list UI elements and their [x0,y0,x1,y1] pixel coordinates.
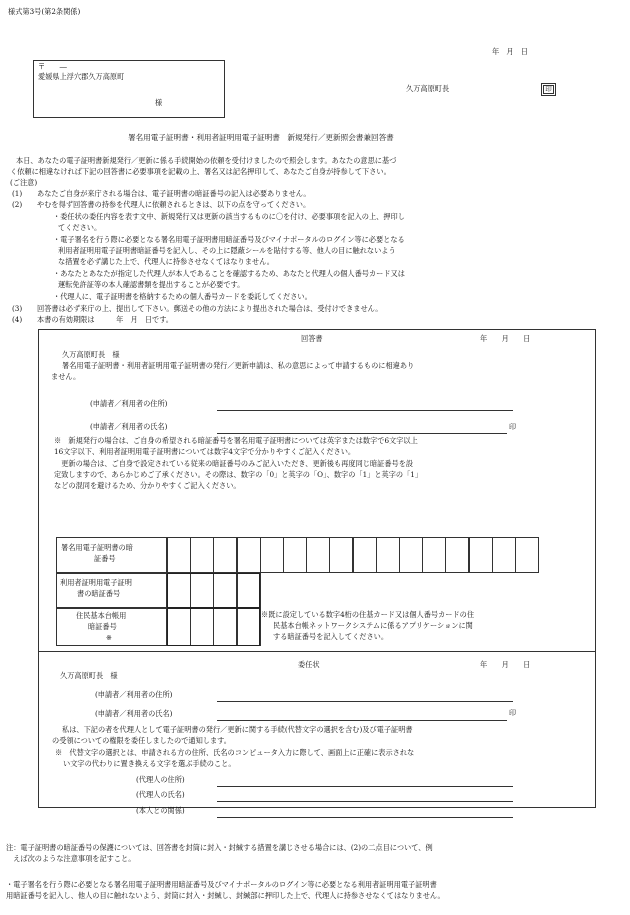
agent-name-label: (代理人の氏名) [136,790,185,799]
note-1-text: あなたご自身が来庁される場合は、電子証明書の暗証番号の記入は必要ありません。 [37,189,311,198]
pin-note-2: 16文字以下、利用者証明用電子証明書については数字4文字で分かりやすくご記入ください。 [54,447,356,456]
row2-label-a: 利用者証明用電子証明 [60,578,132,587]
note-2-number: (2) [12,200,23,209]
row1-digit-box[interactable] [283,537,307,573]
applicant-name-line[interactable] [217,433,507,434]
caution-heading: (ご注意) [10,178,38,187]
proxy-body-1: 私は、下記の者を代理人として電子証明書の発行／更新に関する手続(代替文字の選択を含む)及び電子証明書 [62,725,413,734]
answer-title: 回答書 [301,334,323,343]
footer-line-1: 注：電子証明書の暗証番号の保護については、回答書を封筒に封入・封緘する措置を講じさせる場合には、(2)の二点目について、例 [6,843,433,852]
proxy-date: 年 月 日 [480,660,531,669]
row1-label-a: 署名用電子証明書の暗 [61,543,133,552]
row1-digit-box[interactable] [190,537,214,573]
pin-note-5: などの混同を避けるため、分かりやすくご記入ください。 [54,481,241,490]
applicant-seal: 印 [509,423,516,431]
pin-note-4: 定致しますので、あらかじめご了承ください。その際は、数字の「0」と英字の「O」、数字の「1」と英字の「1」 [54,470,423,479]
note-4-text: 本書の有効期限は 年 月 日です。 [37,315,173,324]
postal-mark: 〒 ― [38,62,67,71]
proxy-body-2: の受領についての権限を委任しましたので通知します。 [52,736,231,745]
answer-addressee: 久万高原町長 様 [62,350,120,359]
proxy-applicant-seal: 印 [509,709,516,717]
seal-stamp: 印 [541,83,556,96]
row1-digit-box[interactable] [422,537,446,573]
bullet-2-line-2: 利用者証明用電子証明書暗証番号を記入し、その上に隠蔽シールを貼付する等、他人の目に触れないよう [58,246,396,255]
recipient-sama: 様 [155,98,163,107]
proxy-addressee: 久万高原町長 様 [60,671,118,680]
row3-label-c: ※ [106,633,113,642]
proxy-body-4: い文字の代わりに置き換える文字を選ぶ手続のこと。 [63,759,236,768]
bullet-2-line-1: ・電子署名を行う際に必要となる署名用電子証明書用暗証番号及びマイナポータルのログイン等に必要となる [53,235,405,244]
note-2-text: やむを得ず回答書の持参を代理人に依頼されるときは、以下の点を守ってください。 [37,200,311,209]
proxy-body-3: ※ 代替文字の選択とは、申請される方の住所、氏名のコンピュータ入力に際して、画面上に正確に表示されな [55,748,415,757]
bullet-2-line-3: な措置を必ず講じた上で、代理人に持参させなくてはなりません。 [58,257,274,266]
answer-body-2: ません。 [51,372,81,381]
bullet-3-line-2: 運転免許証等の本人確認書類を提出することが必要です。 [58,280,245,289]
mayor-name: 久万高原町長 [406,84,450,93]
row3-note-2: 民基本台帳ネットワークシステムに係るアプリケーションに関 [273,621,473,630]
bullet-4-line-1: ・代理人に、電子証明書を格納するための個人番号カードを委託してください。 [53,292,312,301]
answer-body-1: 署名用電子証明書・利用者証明用電子証明書の発行／更新申請は、私の意思によって申請するものに相違あり [62,361,415,370]
row1-digit-box[interactable] [399,537,423,573]
agent-address-label: (代理人の住所) [136,775,185,784]
row1-digit-box[interactable] [167,537,191,573]
applicant-address-label: (申請者／利用者の住所) [90,399,168,408]
row1-digit-box[interactable] [237,537,261,573]
form-number: 様式第3号(第2条関係) [8,7,81,16]
row1-digit-box[interactable] [306,537,330,573]
row1-digit-box[interactable] [445,537,469,573]
row1-digit-box[interactable] [213,537,237,573]
intro-line-1: 本日、あなたの電子証明書新規発行／更新に係る手続開始の依頼を受付けましたので照会します。あなたの意思に基づ [16,156,397,165]
row3-label-b: 暗証番号 [88,622,117,631]
footer-line-4: 用暗証番号を記入し、他人の目に触れないよう、封筒に封入・封緘し、封緘部に押印した上で、代理人に持参させなくてはなりません。 [6,891,445,900]
row2-label-b: 書の暗証番号 [77,589,121,598]
proxy-title: 委任状 [298,660,320,669]
answer-date: 年 月 日 [480,334,531,343]
relation-line[interactable] [217,817,513,818]
footer-line-3: ・電子署名を行う際に必要となる署名用電子証明書用暗証番号及びマイナポータルのログイン等に必要となる利用者証明用電子証明書 [6,880,437,889]
note-3-text: 回答書は必ず来庁の上、提出して下さい。郵送その他の方法により提出された場合は、受付けできません。 [37,304,383,313]
bullet-3-line-1: ・あなたとあなたが指定した代理人が本人であることを確認するため、あなたと代理人の個人番号カード又は [53,269,405,278]
note-1-number: (1) [12,189,23,198]
applicant-name-label: (申請者／利用者の氏名) [90,422,168,431]
note-4-number: (4) [12,315,23,324]
proxy-applicant-name-label: (申請者／利用者の氏名) [95,709,173,718]
recipient-address: 愛媛県上浮穴郡久万高原町 [38,72,125,81]
relation-label: (本人との関係) [136,806,185,815]
agent-name-line[interactable] [217,801,513,802]
pin-note-1: ※ 新規発行の場合は、ご自身の希望される暗証番号を署名用電子証明書については英字または数字で6文字以上 [54,436,418,445]
proxy-applicant-name-line[interactable] [217,720,507,721]
row1-digit-box[interactable] [353,537,377,573]
row1-digit-box[interactable] [260,537,284,573]
row3-emphasis-frame [167,608,260,646]
row1-digit-box[interactable] [469,537,493,573]
applicant-address-line[interactable] [217,410,513,411]
note-3-number: (3) [12,304,23,313]
row1-label-b: 証番号 [94,554,116,563]
row3-note-1: ※既に設定している数字4桁の住基カード又は個人番号カードの住 [261,610,475,619]
row3-note-3: する暗証番号を記入してください。 [273,632,389,641]
row1-digit-box[interactable] [515,537,539,573]
footer-line-2: えば次のような注意事項を記すこと。 [6,854,136,863]
form-divider [38,651,595,652]
bullet-1-line-2: てください。 [58,223,102,232]
document-title: 署名用電子証明書・利用者証明用電子証明書 新規発行／更新照会書兼回答書 [128,133,394,142]
row3-label-a: 住民基本台帳用 [76,611,127,620]
intro-line-2: く依頼に相違なければ下記の回答書に必要事項を記載の上、署名又は記名押印して、あなたご自身が持参して下さい。 [10,167,391,176]
row1-digit-box[interactable] [329,537,353,573]
row1-digit-box[interactable] [376,537,400,573]
pin-note-3: 更新の場合は、ご自身で設定されている従来の暗証番号のみご記入いただき、更新後も再度同じ暗証番号を設 [54,459,414,468]
proxy-applicant-address-line[interactable] [217,701,513,702]
proxy-applicant-address-label: (申請者／利用者の住所) [95,690,173,699]
bullet-1-line-1: ・委任状の委任内容を表す文中、新規発行又は更新の該当するものに〇を付け、必要事項を記入の上、押印し [53,212,405,221]
agent-address-line[interactable] [217,786,513,787]
row1-digit-box[interactable] [492,537,516,573]
row2-emphasis-frame [167,573,260,608]
date-header: 年 月 日 [492,47,528,56]
